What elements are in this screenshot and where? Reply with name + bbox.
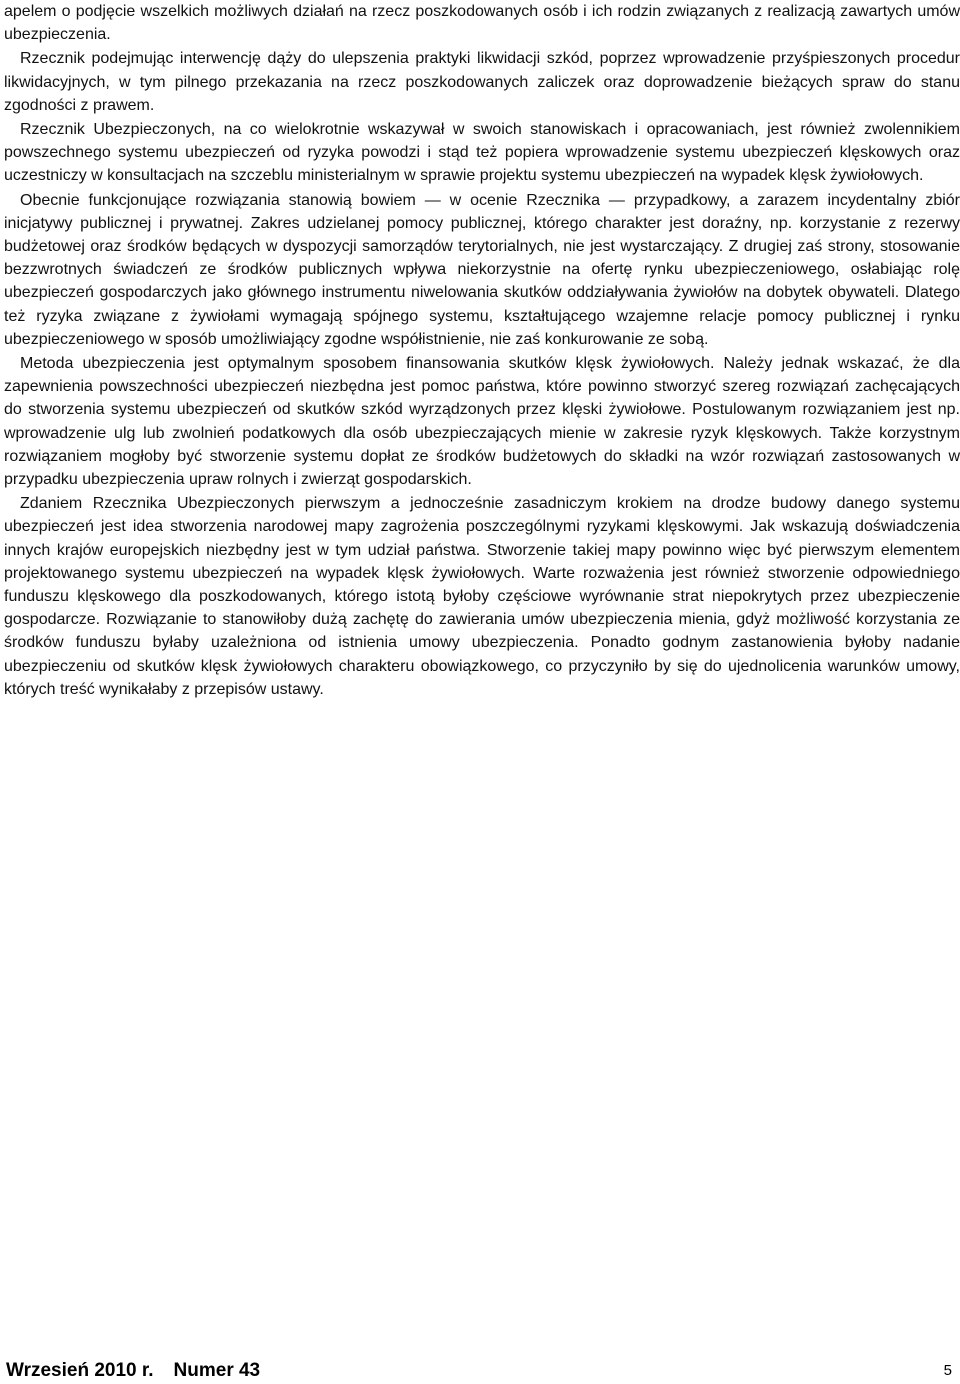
- footer-date: Wrzesień 2010 r.: [6, 1360, 154, 1381]
- footer-issue-number: Numer 43: [173, 1360, 261, 1381]
- body-text: [4, 0, 960, 702]
- page-footer: [6, 1360, 956, 1384]
- page-number: 5: [943, 1362, 952, 1379]
- paragraph-national-risk-map: Zdaniem Rzecznika Ubezpieczonych pierwszym a jednocześnie zasadniczym krokiem na drodze budowy danego systemu ubezpieczeń jest idea stworzenia narodowej mapy zagrożenia poszczególnymi ryzykami klęskowymi. Jak wskazują doświadczenia innych krajów europejskich niezbędny jest w tym udział państwa. Stworzenie takiej mapy powinno więc być pierwszym elementem projektowanego systemu ubezpieczeń na wypadek klęsk żywiołowych. Warte rozważenia jest również stworzenie odpowiedniego funduszu klęskowego dla poszkodowanych, którego istotą byłoby częściowe wyrównanie strat niepokrytych przez ubezpieczenie gospodarcze. Rozwiązanie to stanowiłoby dużą zachętę do zawierania umów ubezpieczenia mienia, gdyż możliwość korzystania ze środków funduszu byłaby uzależniona od istnienia umowy ubezpieczenia. Ponadto godnym zastanowienia byłoby nadanie ubezpieczeniu od skutków klęsk żywiołowych charakteru obowiązkowego, co przyczyniło by się do ujednolicenia warunków umowy, których treść wynikałaby z przepisów ustawy.: [4, 495, 960, 698]
- paragraph-continued: apelem o podjęcie wszelkich możliwych działań na rzecz poszkodowanych osób i ich rodzin związanych z realizacją zawartych umów ubezpieczenia.: [4, 3, 960, 44]
- paragraph-current-solutions: Obecnie funkcjonujące rozwiązania stanowią bowiem — w ocenie Rzecznika — przypadkowy, a zarazem incydentalny zbiór inicjatywy publicznej i prywatnej. Zakres udzielanej pomocy publicznej, którego charakter jest doraźny, np. korzystanie z rezerwy budżetowej oraz środków będących w dyspozycji samorządów terytorialnych, nie jest wystarczający. Z drugiej zaś strony, stosowanie bezzwrotnych świadczeń ze środków publicznych wpływa niekorzystnie na ofertę rynku ubezpieczeniowego, osłabiając rolę ubezpieczeń gospodarczych jako głównego instrumentu niwelowania skutków oddziaływania żywiołów na dobytek obywateli. Dlatego też ryzyka związane z żywiołami wymagają spójnego systemu, kształtującego wzajemne relacje pomocy publicznej i rynku ubezpieczeniowego w sposób umożliwiający zgodne współistnienie, nie zaś konkurowanie ze sobą.: [4, 191, 960, 348]
- paragraph-intervention: Rzecznik podejmując interwencję dąży do ulepszenia praktyki likwidacji szkód, poprzez wprowadzenie przyśpieszonych procedur likwidacyjnych, w tym pilnego przekazania na rzecz poszkodowanych zaliczek oraz doprowadzenie bieżących spraw do stanu zgodności z prawem.: [4, 50, 960, 114]
- paragraph-flood-insurance: Rzecznik Ubezpieczonych, na co wielokrotnie wskazywał w swoich stanowiskach i opracowaniach, jest również zwolennikiem powszechnego systemu ubezpieczeń od ryzyka powodzi i stąd też popiera wprowadzenie systemu ubezpieczeń klęskowych oraz uczestniczy w konsultacjach na szczeblu ministerialnym w sprawie projektu systemu ubezpieczeń na wypadek klęsk żywiołowych.: [4, 121, 960, 185]
- paragraph-insurance-method: Metoda ubezpieczenia jest optymalnym sposobem finansowania skutków klęsk żywiołowych. Należy jednak wskazać, że dla zapewnienia powszechności ubezpieczeń niezbędna jest pomoc państwa, które powinno stworzyć szereg rozwiązań zachęcających do stworzenia systemu ubezpieczeń od skutków szkód wyrządzonych przez klęski żywiołowe. Postulowanym rozwiązaniem jest np. wprowadzenie ulg lub zwolnień podatkowych dla osób ubezpieczających mienie w zakresie ryzyk klęskowych. Także korzystnym rozwiązaniem mogłoby być stworzenie systemu dopłat ze środków budżetowych do składki na wzór rozwiązań zastosowanych w przypadku ubezpieczenia upraw rolnych i zwierząt gospodarskich.: [4, 355, 960, 489]
- footer-issue-info: [6, 1360, 260, 1382]
